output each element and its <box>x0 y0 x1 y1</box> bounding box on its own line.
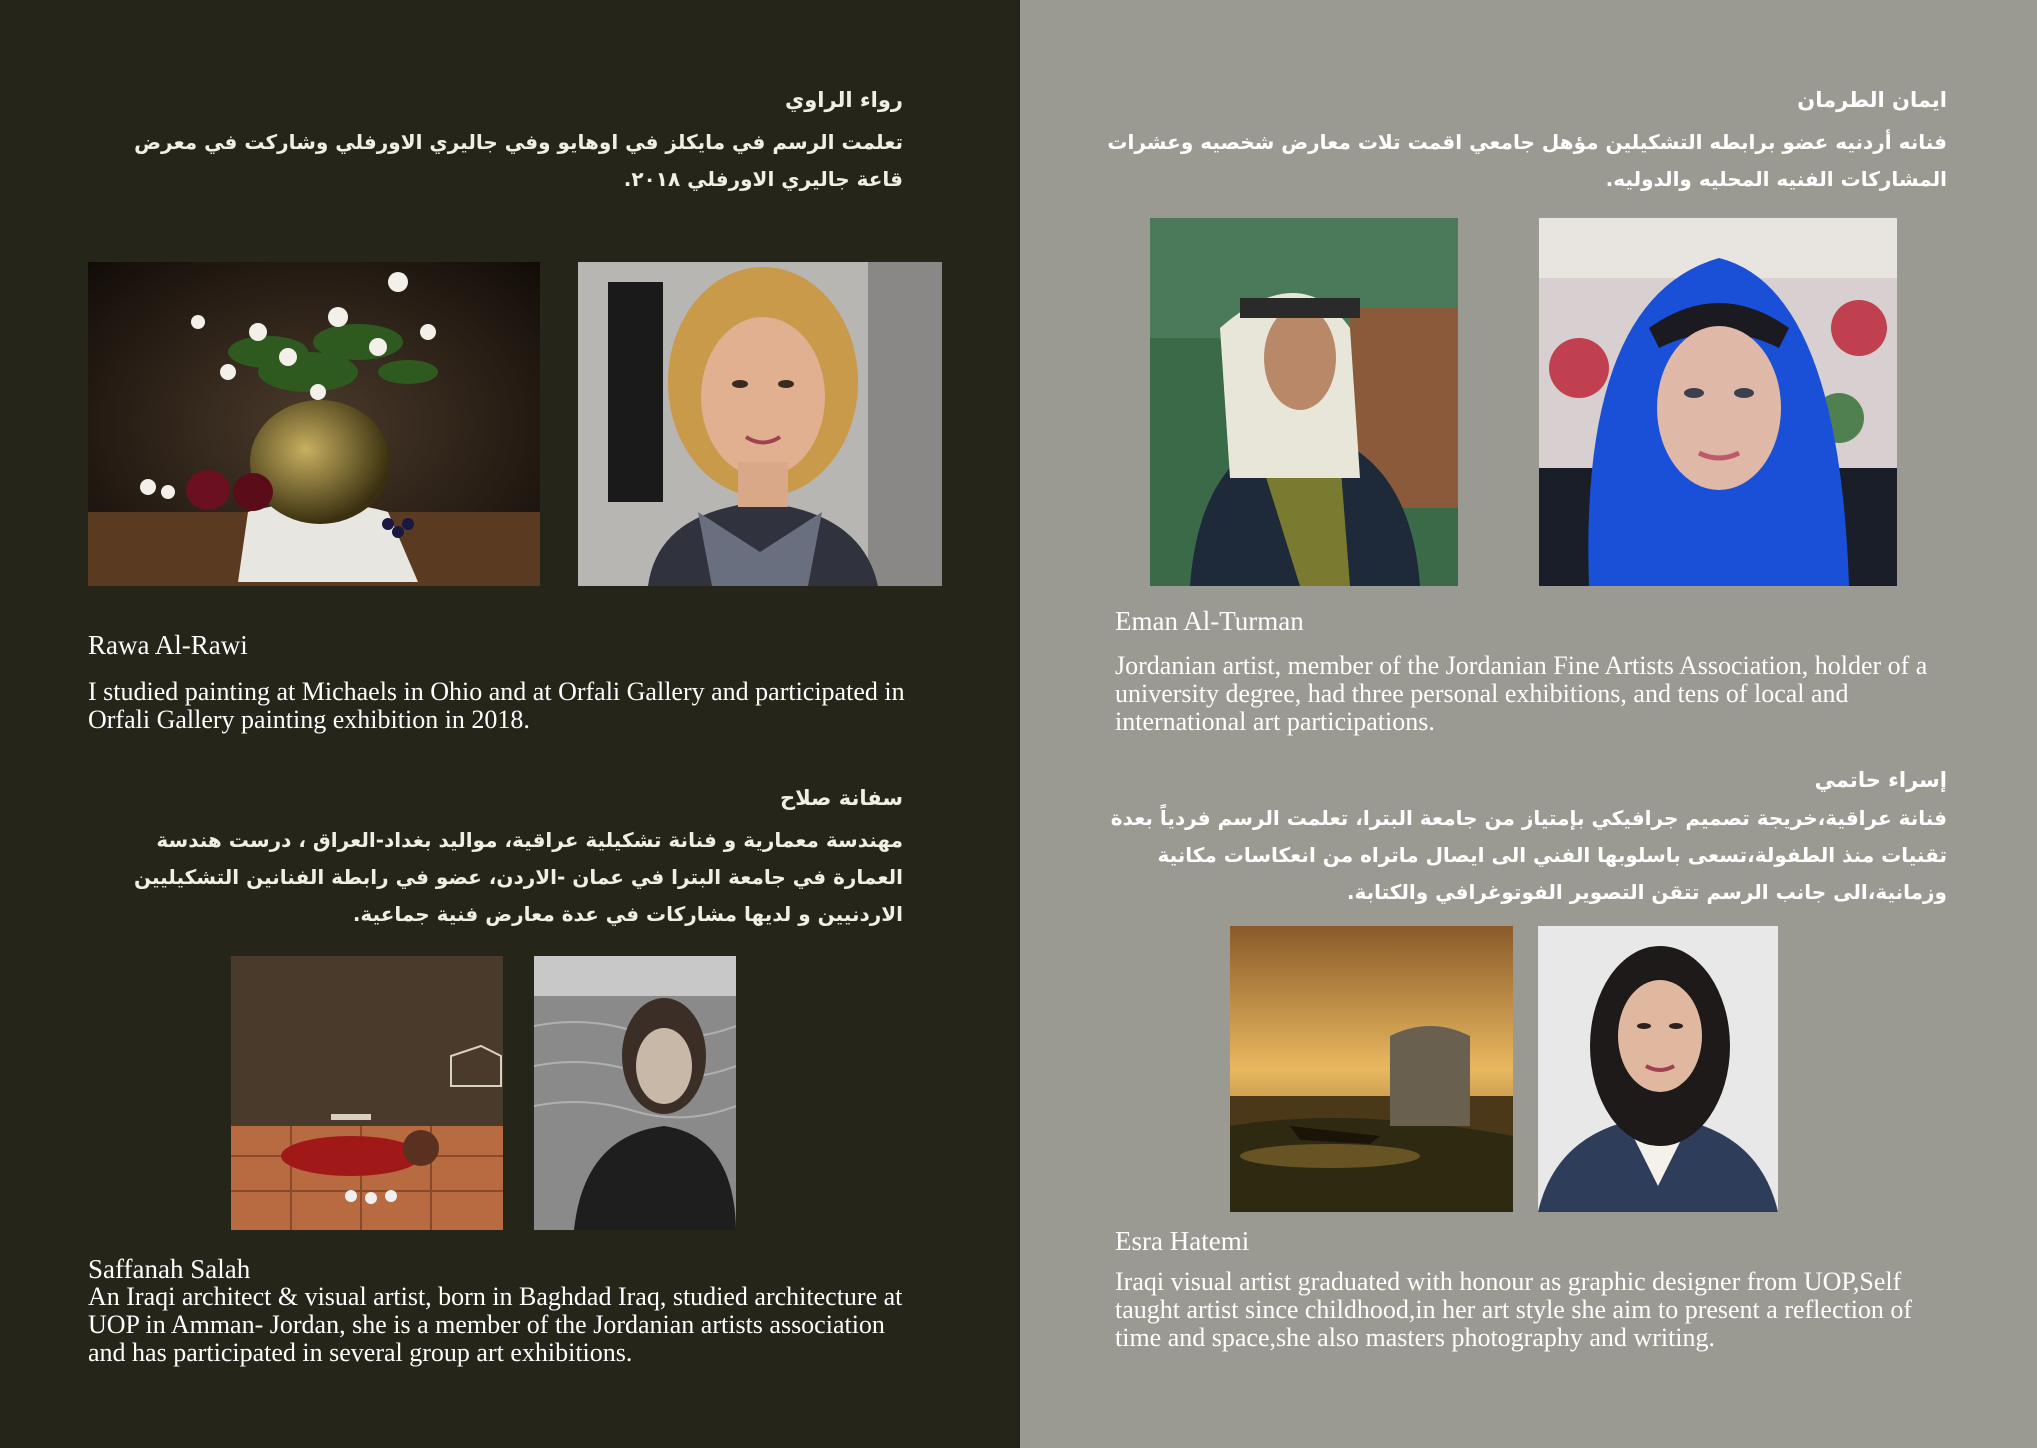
eman-portrait-painting <box>1150 218 1458 586</box>
saffanah-painting <box>231 956 503 1230</box>
saffanah-portrait-photo <box>534 956 736 1230</box>
esra-bio-arabic: فنانة عراقية،خريجة تصميم جرافيكي بإمتياز من جامعة البترا، تعلمت الرسم فردياً بعدة تقنيات منذ الطفولة،تسعى باسلوبها الفني الى ايصال ماتراه من انعكاسات مكانية وزمانية،الى جانب الرسم تتقن التصوير الفوتوغرافي والكتابة. <box>1110 806 1947 904</box>
esra-name-english: Esra Hatemi <box>1115 1226 1250 1256</box>
rawa-name-arabic: رواء الراوي <box>784 88 903 112</box>
rawa-portrait-photo <box>578 262 942 586</box>
rawa-bio-arabic: تعلمت الرسم في مايكلز في اوهايو وفي جاليري الاورفلي وشاركت في معرض قاعة جاليري الاورفلي ٢٠١٨. <box>134 130 903 191</box>
rawa-bio-english: I studied painting at Michaels in Ohio and at Orfali Gallery and participated in Orfali Gallery painting exhibition in 2018. <box>88 677 905 734</box>
eman-bio-english: Jordanian artist, member of the Jordanian Fine Artists Association, holder of a university degree, had three personal exhibitions, and tens of local and international art participations. <box>1115 651 1928 736</box>
eman-name-arabic: ايمان الطرمان <box>1797 88 1947 112</box>
esra-name-arabic: إسراء حاتمي <box>1814 768 1947 792</box>
eman-portrait-photo <box>1539 218 1897 586</box>
saffanah-name-english: Saffanah Salah <box>88 1254 251 1284</box>
esra-bio-english: Iraqi visual artist graduated with honour as graphic designer from UOP,Self taught artist since childhood,in her art style she aim to present a reflection of time and space,she also masters photography and writing. <box>1115 1267 1913 1352</box>
saffanah-name-arabic: سفانة صلاح <box>780 786 903 810</box>
saffanah-bio-arabic: مهندسة معمارية و فنانة تشكيلية عراقية، مواليد بغداد-العراق ، درست هندسة العمارة في جامعة البترا في عمان -الاردن، عضو في رابطة الفنانين التشكيليين الاردنيين و لديها مشاركات في عدة معارض فنية جماعية. <box>133 828 903 926</box>
eman-bio-arabic: فنانه أردنيه عضو برابطه التشكيلين مؤهل جامعي اقمت تلات معارض شخصيه وعشرات المشاركات الفنيه المحليه والدوليه. <box>1107 130 1947 191</box>
rawa-still-life-painting <box>88 262 540 586</box>
saffanah-bio-english: An Iraqi architect & visual artist, born in Baghdad Iraq, studied architecture at UOP in Amman- Jordan, she is a member of the Jordanian artists association and has participated in several group art exhibitions. <box>88 1282 903 1367</box>
right-page <box>1020 0 2037 1448</box>
eman-name-english: Eman Al-Turman <box>1115 606 1304 636</box>
esra-portrait-photo <box>1538 926 1778 1212</box>
esra-landscape-painting <box>1230 926 1513 1212</box>
rawa-name-english: Rawa Al-Rawi <box>88 630 248 660</box>
